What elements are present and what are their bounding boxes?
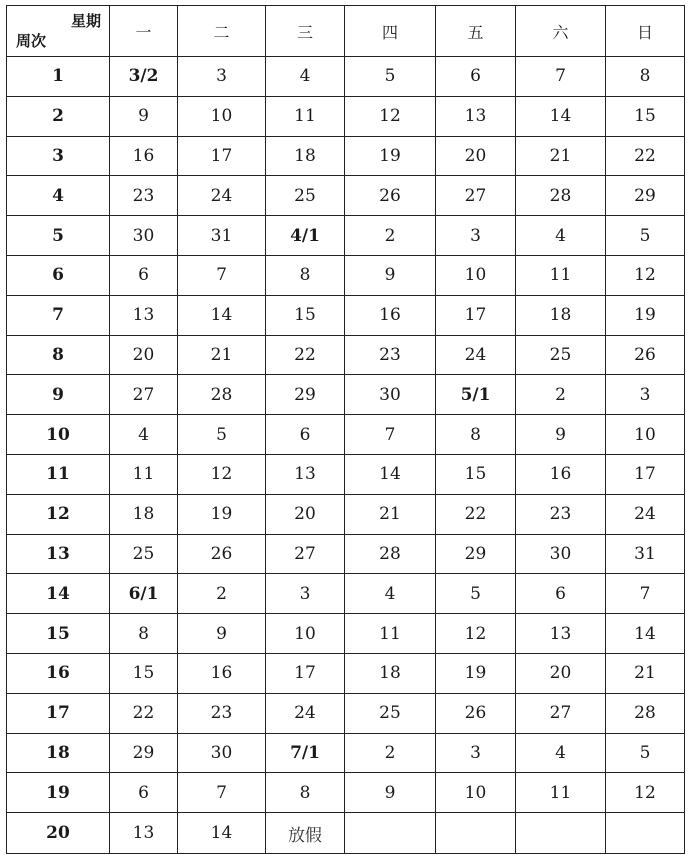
date-cell: 22 [110,693,178,733]
date-cell: 31 [606,534,685,574]
date-cell: 23 [345,335,436,375]
date-cell: 5 [606,216,685,256]
date-cell: 13 [266,454,345,494]
date-cell: 5/1 [436,375,516,415]
date-cell: 12 [606,773,685,813]
week-row [7,136,685,176]
week-row [7,653,685,693]
week-row [7,733,685,773]
date-cell: 3 [436,733,516,773]
date-cell: 8 [606,57,685,97]
date-cell: 24 [436,335,516,375]
week-row [7,614,685,654]
date-cell: 25 [345,693,436,733]
date-cell: 14 [516,96,606,136]
week-number: 4 [7,176,110,216]
week-number: 6 [7,255,110,295]
week-number: 18 [7,733,110,773]
week-number: 15 [7,614,110,654]
date-cell: 21 [178,335,266,375]
date-cell [345,813,436,854]
date-cell: 5 [436,574,516,614]
date-cell: 23 [516,494,606,534]
date-cell: 17 [266,653,345,693]
date-cell: 26 [606,335,685,375]
week-row [7,295,685,335]
date-cell: 8 [436,415,516,455]
date-cell: 6 [266,415,345,455]
date-cell: 3 [436,216,516,256]
date-cell: 15 [266,295,345,335]
week-row [7,494,685,534]
week-row [7,574,685,614]
date-cell: 2 [345,216,436,256]
date-cell: 放假 [266,813,345,854]
week-row [7,176,685,216]
calendar-body [7,57,685,854]
date-cell: 3/2 [110,57,178,97]
date-cell: 14 [178,295,266,335]
date-cell: 14 [606,614,685,654]
week-number: 5 [7,216,110,256]
date-cell: 6 [436,57,516,97]
week-row [7,813,685,854]
date-cell: 20 [516,653,606,693]
date-cell: 16 [345,295,436,335]
date-cell: 22 [266,335,345,375]
date-cell: 12 [345,96,436,136]
day-header-thu: 四 [345,6,436,57]
date-cell: 5 [606,733,685,773]
date-cell: 4/1 [266,216,345,256]
date-cell: 8 [266,255,345,295]
calendar-table [6,5,685,854]
date-cell: 15 [606,96,685,136]
date-cell: 19 [436,653,516,693]
weekday-corner-label: 星期 [70,12,101,30]
week-number: 11 [7,454,110,494]
week-number: 1 [7,57,110,97]
week-number: 14 [7,574,110,614]
date-cell: 2 [516,375,606,415]
date-cell: 13 [516,614,606,654]
date-cell: 27 [436,176,516,216]
date-cell: 29 [436,534,516,574]
week-number: 2 [7,96,110,136]
week-row [7,693,685,733]
week-row [7,216,685,256]
date-cell [516,813,606,854]
date-cell: 22 [606,136,685,176]
date-cell: 24 [178,176,266,216]
date-cell: 17 [436,295,516,335]
date-cell: 6 [516,574,606,614]
date-cell: 16 [516,454,606,494]
week-number: 17 [7,693,110,733]
week-number: 9 [7,375,110,415]
week-row [7,335,685,375]
date-cell: 2 [178,574,266,614]
date-cell: 13 [436,96,516,136]
date-cell: 11 [266,96,345,136]
week-row [7,534,685,574]
date-cell: 23 [110,176,178,216]
date-cell: 20 [266,494,345,534]
date-cell: 8 [110,614,178,654]
date-cell: 12 [606,255,685,295]
week-number: 10 [7,415,110,455]
week-number: 20 [7,813,110,854]
date-cell: 11 [345,614,436,654]
date-cell: 7 [178,773,266,813]
date-cell: 16 [110,136,178,176]
day-header-sun: 日 [606,6,685,57]
date-cell: 19 [606,295,685,335]
date-cell: 2 [345,733,436,773]
week-number: 13 [7,534,110,574]
date-cell: 7/1 [266,733,345,773]
date-cell: 30 [178,733,266,773]
date-cell: 15 [436,454,516,494]
date-cell: 12 [436,614,516,654]
day-header-fri: 五 [436,6,516,57]
date-cell: 9 [345,255,436,295]
day-header-tue: 二 [178,6,266,57]
date-cell: 4 [516,216,606,256]
date-cell: 30 [516,534,606,574]
date-cell: 31 [178,216,266,256]
date-cell: 20 [110,335,178,375]
date-cell: 29 [110,733,178,773]
date-cell [606,813,685,854]
date-cell: 21 [516,136,606,176]
week-row [7,255,685,295]
date-cell: 3 [178,57,266,97]
day-header-mon: 一 [110,6,178,57]
date-cell: 9 [110,96,178,136]
date-cell: 7 [516,57,606,97]
date-cell: 4 [516,733,606,773]
date-cell: 21 [345,494,436,534]
week-number: 12 [7,494,110,534]
date-cell: 28 [516,176,606,216]
date-cell: 10 [178,96,266,136]
date-cell: 27 [266,534,345,574]
date-cell: 29 [266,375,345,415]
week-number: 8 [7,335,110,375]
date-cell: 19 [178,494,266,534]
date-cell: 7 [606,574,685,614]
date-cell: 8 [266,773,345,813]
date-cell: 27 [110,375,178,415]
date-cell: 25 [110,534,178,574]
date-cell: 10 [606,415,685,455]
date-cell: 27 [516,693,606,733]
date-cell: 9 [516,415,606,455]
date-cell: 6 [110,255,178,295]
date-cell: 21 [606,653,685,693]
date-cell: 11 [110,454,178,494]
date-cell: 3 [606,375,685,415]
week-row [7,57,685,97]
week-corner-label: 周次 [16,32,47,50]
date-cell: 17 [606,454,685,494]
date-cell: 28 [178,375,266,415]
date-cell: 5 [178,415,266,455]
date-cell: 22 [436,494,516,534]
week-number: 7 [7,295,110,335]
date-cell: 11 [516,773,606,813]
date-cell: 29 [606,176,685,216]
date-cell: 25 [516,335,606,375]
date-cell: 30 [110,216,178,256]
date-cell: 18 [345,653,436,693]
date-cell: 14 [345,454,436,494]
date-cell: 18 [110,494,178,534]
date-cell: 9 [345,773,436,813]
date-cell: 7 [178,255,266,295]
date-cell: 18 [516,295,606,335]
date-cell: 19 [345,136,436,176]
date-cell: 23 [178,693,266,733]
date-cell: 10 [266,614,345,654]
date-cell: 16 [178,653,266,693]
date-cell: 20 [436,136,516,176]
date-cell: 17 [178,136,266,176]
date-cell: 26 [436,693,516,733]
date-cell: 6 [110,773,178,813]
date-cell: 4 [110,415,178,455]
week-number: 19 [7,773,110,813]
week-row [7,415,685,455]
week-row [7,773,685,813]
date-cell: 30 [345,375,436,415]
day-header-sat: 六 [516,6,606,57]
date-cell: 28 [345,534,436,574]
date-cell: 4 [345,574,436,614]
day-header-wed: 三 [266,6,345,57]
date-cell: 24 [606,494,685,534]
date-cell: 24 [266,693,345,733]
date-cell: 12 [178,454,266,494]
date-cell: 4 [266,57,345,97]
date-cell: 5 [345,57,436,97]
date-cell: 7 [345,415,436,455]
date-cell: 3 [266,574,345,614]
date-cell [436,813,516,854]
date-cell: 14 [178,813,266,854]
week-row [7,96,685,136]
header-row [7,6,685,57]
date-cell: 10 [436,255,516,295]
date-cell: 25 [266,176,345,216]
week-row [7,454,685,494]
date-cell: 13 [110,295,178,335]
week-row [7,375,685,415]
date-cell: 10 [436,773,516,813]
date-cell: 26 [345,176,436,216]
date-cell: 11 [516,255,606,295]
corner-header-cell [7,6,110,57]
week-number: 16 [7,653,110,693]
date-cell: 28 [606,693,685,733]
date-cell: 18 [266,136,345,176]
date-cell: 9 [178,614,266,654]
week-number: 3 [7,136,110,176]
date-cell: 13 [110,813,178,854]
date-cell: 6/1 [110,574,178,614]
date-cell: 15 [110,653,178,693]
date-cell: 26 [178,534,266,574]
